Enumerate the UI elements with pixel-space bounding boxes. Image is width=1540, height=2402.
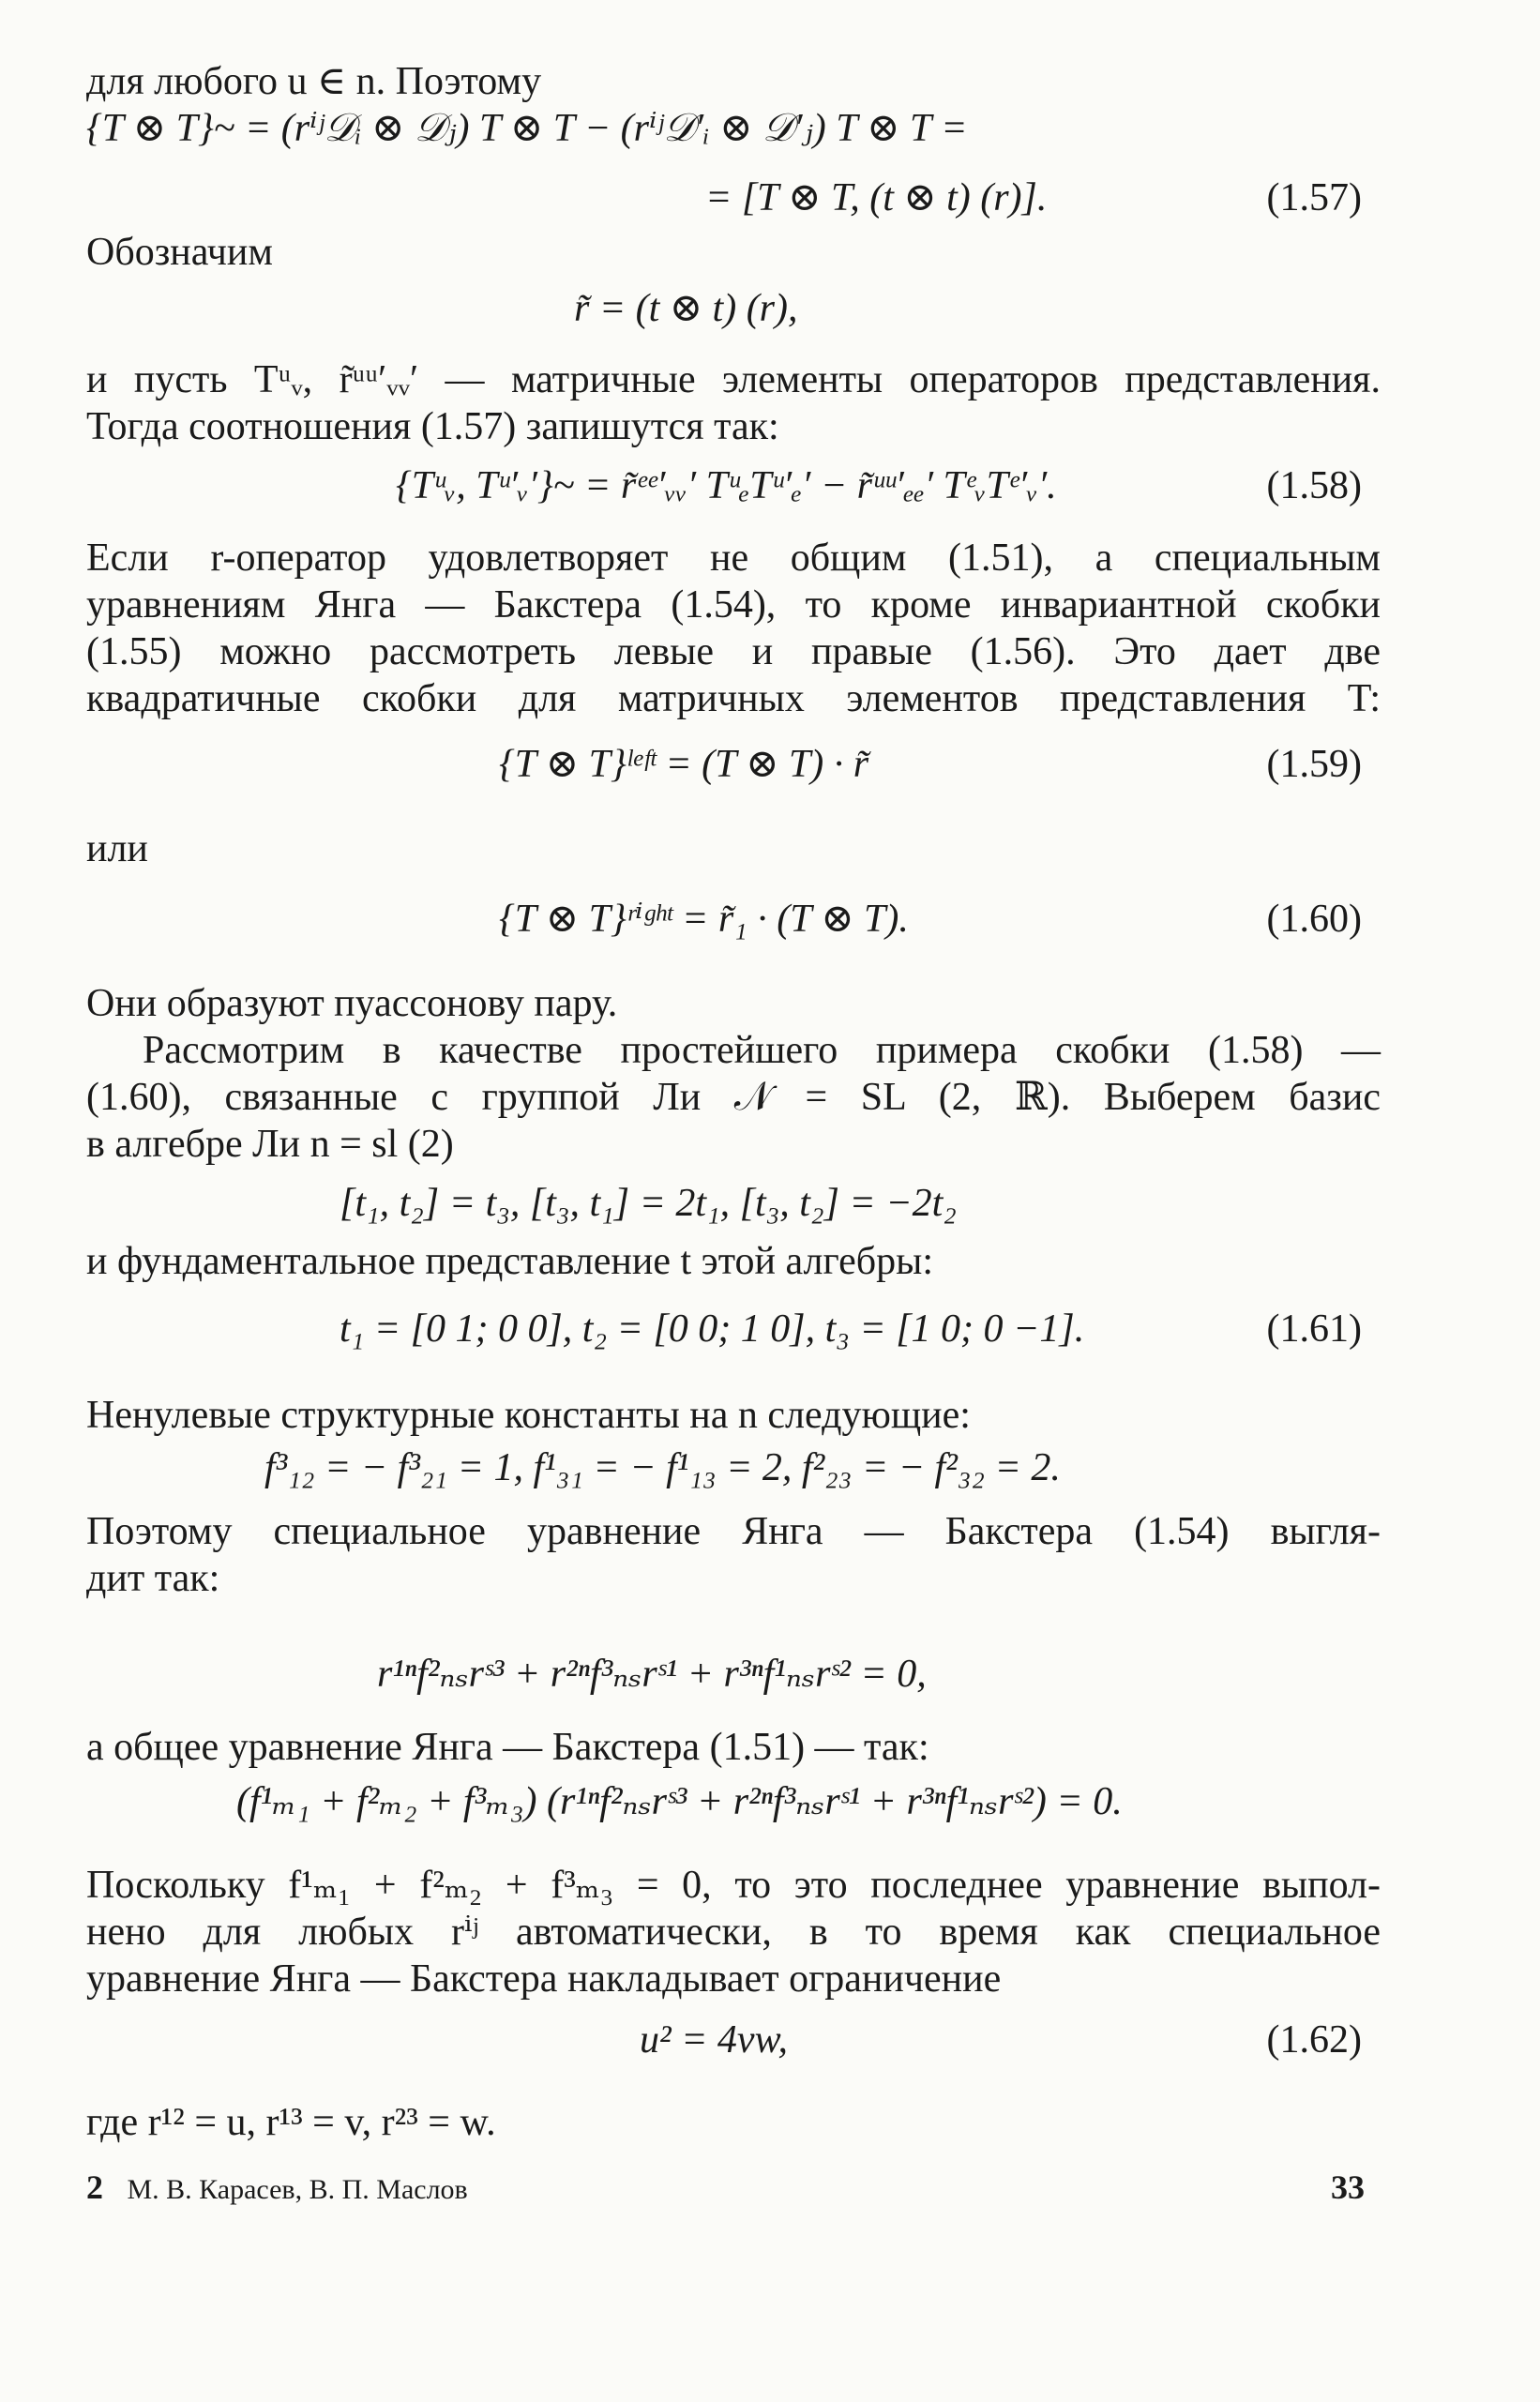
equation-body: r̃ = (t ⊗ t) (r), <box>574 287 798 330</box>
equation-body: (f¹ₘ₁ + f²ₘ₂ + f³ₘ₃) (r¹ⁿf²ₙₛrˢ³ + r²ⁿf³ₙₛrˢ¹ + r³ⁿf¹ₙₛrˢ²) = 0. <box>236 1780 1123 1823</box>
text-line: Обозначим <box>86 231 273 274</box>
page-number: 33 <box>1331 2168 1365 2206</box>
text-line: (1.60), связанные с группой Ли 𝒩 = SL (2, ℝ). Выберем базис <box>86 1076 1381 1119</box>
equation-number: (1.60) <box>1266 898 1362 941</box>
equation-body: = [T ⊗ T, (t ⊗ t) (r)]. <box>705 176 1048 219</box>
text-line: Поэтому специальное уравнение Янга — Бакстера (1.54) выгля- <box>86 1510 1381 1553</box>
text-line: и пусть Tᵘᵥ, r̃ᵘᵘ′ᵥᵥ′ — матричные элементы операторов представления. <box>86 358 1381 401</box>
equation-number: (1.59) <box>1266 743 1362 786</box>
text-line: уравнениям Янга — Бакстера (1.54), то кроме инвариантной скобки <box>86 583 1381 627</box>
text-line: нено для любых rⁱʲ автоматически, в то время как специальное <box>86 1911 1381 1954</box>
equation-body: t₁ = [0 1; 0 0], t₂ = [0 0; 1 0], t₃ = [1 0; 0 −1]. <box>340 1307 1085 1351</box>
equation-body: {T ⊗ T}~ = (rⁱʲ𝒟ᵢ ⊗ 𝒟ⱼ) T ⊗ T − (rⁱʲ𝒟′ᵢ ⊗ 𝒟′ⱼ) T ⊗ T = <box>86 107 968 150</box>
text-line: Если r-оператор удовлетворяет не общим (1.51), а специальным <box>86 536 1381 580</box>
equation-number: (1.61) <box>1266 1307 1362 1351</box>
text-line: в алгебре Ли n = sl (2) <box>86 1123 454 1166</box>
text-line: Они образуют пуассонову пару. <box>86 982 618 1025</box>
text-line: или <box>86 827 148 870</box>
text-line: и фундаментальное представление t этой алгебры: <box>86 1240 934 1283</box>
equation-body: {T ⊗ T}ʳⁱᵍʰᵗ = r̃₁ · (T ⊗ T). <box>499 898 909 941</box>
equation-body: {Tᵘᵥ, Tᵘ′ᵥ′}~ = r̃ᵉᵉ′ᵥᵥ′ TᵘₑTᵘ′ₑ′ − r̃ᵘᵘ′ₑₑ′ TᵉᵥTᵉ′ᵥ′. <box>396 464 1057 507</box>
text-line: для любого u ∈ n. Поэтому <box>86 60 542 103</box>
text-line: уравнение Янга — Бакстера накладывает ограничение <box>86 1957 1002 2001</box>
equation-body: [t₁, t₂] = t₃, [t₃, t₁] = 2t₁, [t₃, t₂] = −2t₂ <box>340 1182 957 1225</box>
equation-body: {T ⊗ T}ˡᵉᶠᵗ = (T ⊗ T) · r̃ <box>499 743 869 786</box>
text-line: Рассмотрим в качестве простейшего примера скобки (1.58) — <box>143 1029 1381 1072</box>
text-line: квадратичные скобки для матричных элементов представления T: <box>86 677 1381 720</box>
text-line: Тогда соотношения (1.57) запишутся так: <box>86 405 779 448</box>
text-line: а общее уравнение Янга — Бакстера (1.51) — так: <box>86 1726 929 1769</box>
equation-number: (1.58) <box>1266 464 1362 507</box>
text-line: где r¹² = u, r¹³ = v, r²³ = w. <box>86 2101 496 2144</box>
text-line: Ненулевые структурные константы на n следующие: <box>86 1394 971 1437</box>
text-line: Поскольку f¹ₘ₁ + f²ₘ₂ + f³ₘ₃ = 0, то это последнее уравнение выпол- <box>86 1864 1381 1907</box>
equation-body: f³₁₂ = − f³₂₁ = 1, f¹₃₁ = − f¹₁₃ = 2, f²₂₃ = − f²₃₂ = 2. <box>264 1446 1061 1489</box>
equation-number: (1.62) <box>1266 2018 1362 2062</box>
equation-body: u² = 4vw, <box>640 2018 788 2062</box>
equation-body: r¹ⁿf²ₙₛrˢ³ + r²ⁿf³ₙₛrˢ¹ + r³ⁿf¹ₙₛrˢ² = 0, <box>377 1653 927 1696</box>
text-line: (1.55) можно рассмотреть левые и правые (1.56). Это дает две <box>86 630 1381 673</box>
authors: М. В. Карасев, В. П. Маслов <box>127 2174 468 2205</box>
equation-number: (1.57) <box>1266 176 1362 219</box>
text-line: дит так: <box>86 1557 220 1600</box>
sheet-number: 2 <box>86 2168 103 2206</box>
